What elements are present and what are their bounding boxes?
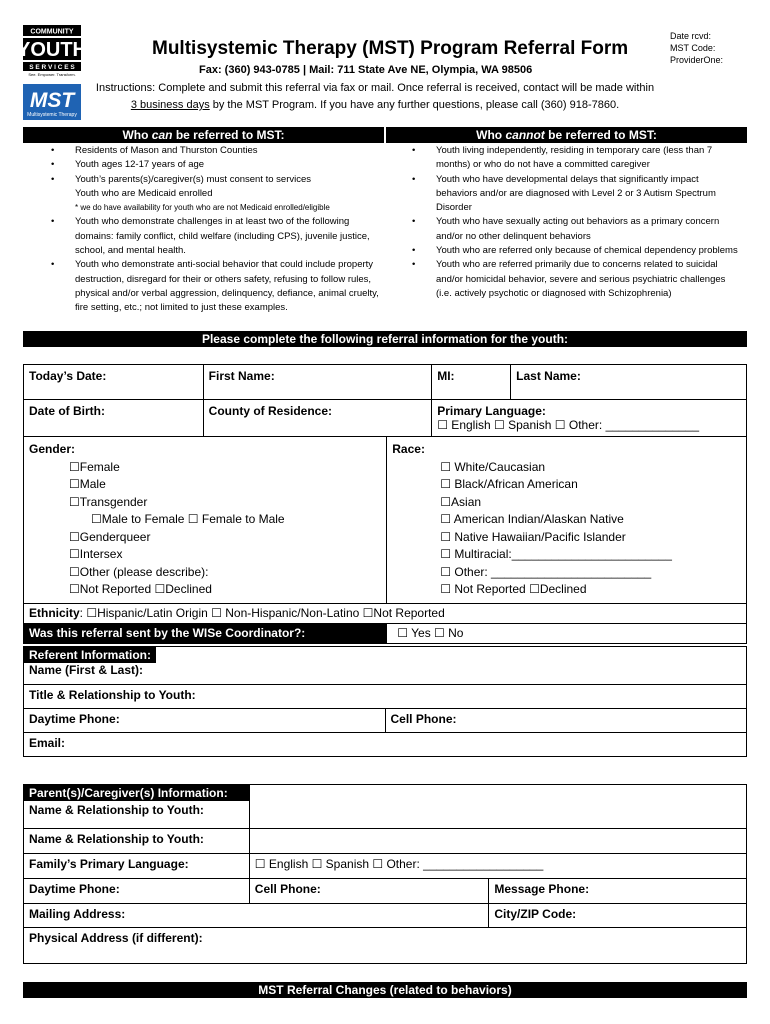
family-language-label: Family’s Primary Language:	[24, 854, 250, 879]
list-item: • Youth who have sexually acting out behaviors as a primary concern and/or no other delinquent behaviors	[412, 215, 742, 244]
svg-text:S E R V I C E S: S E R V I C E S	[29, 64, 75, 71]
county-field[interactable]: County of Residence:	[203, 400, 432, 437]
race-option[interactable]: ☐ American Indian/Alaskan Native	[440, 512, 624, 526]
who-cannot-title-em: cannot	[505, 128, 545, 142]
who-can-list	[51, 144, 381, 316]
who-cannot-title-suffix: be referred to MST:	[544, 128, 657, 142]
gender-cell	[24, 437, 387, 604]
list-item: * we do have availability for youth who are not Medicaid enrolled/eligible	[75, 203, 330, 213]
list-item: • Youth who are referred primarily due to concerns related to suicidal and/or homicidal behavior, severe and serious psychiatric challenges (i.e. actively psychotic or diagnosed with Schizophrenia)	[412, 258, 742, 301]
first-name-field[interactable]: First Name:	[203, 365, 432, 400]
mst-referral-changes-header: MST Referral Changes (related to behaviors)	[23, 982, 747, 998]
parent-message-phone-field[interactable]: Message Phone:	[489, 879, 747, 904]
gender-option[interactable]: ☐Other (please describe):	[69, 564, 209, 579]
mailing-address-field[interactable]: Mailing Address:	[24, 904, 489, 928]
mst-code-label: MST Code:	[670, 43, 716, 53]
svg-text:Multisystemic Therapy: Multisystemic Therapy	[27, 112, 77, 118]
physical-address-field[interactable]: Physical Address (if different):	[24, 928, 747, 964]
race-option[interactable]: ☐ Native Hawaiian/Pacific Islander	[440, 529, 626, 544]
referent-cell-phone-field[interactable]: Cell Phone:	[385, 709, 747, 733]
list-item: • Youth ages 12-17 years of age	[51, 158, 381, 172]
list-item: • Youth who are referred only because of chemical dependency problems	[412, 244, 742, 258]
parent-name2-label: Name & Relationship to Youth:	[24, 829, 250, 854]
instructions-text-1: Instructions: Complete and submit this referral via fax or mail. Once referral is received, contact will be made within	[95, 82, 655, 94]
referent-email-field[interactable]: Email:	[24, 733, 747, 757]
referent-day-phone-field[interactable]: Daytime Phone:	[24, 709, 386, 733]
gender-option[interactable]: ☐Transgender	[69, 494, 148, 509]
parent-day-phone-field[interactable]: Daytime Phone:	[24, 879, 250, 904]
list-item: • Youth who have developmental delays that significantly impact behaviors and/or are diagnosed with Level 2 or 3 Autism Spectrum Disorder	[412, 173, 742, 216]
youth-section-header: Please complete the following referral information for the youth:	[23, 331, 747, 347]
list-item: • Youth who demonstrate challenges in at least two of the following domains: family conflict, child welfare (including CPS), juvenile justice, school, and mental health.	[51, 215, 381, 258]
date-rcvd-label: Date rcvd:	[670, 31, 712, 41]
who-cannot-header	[386, 127, 747, 143]
ethnicity-options[interactable]: : ☐Hispanic/Latin Origin ☐ Non-Hispanic/Non-Latino ☐Not Reported	[79, 605, 445, 620]
city-zip-field[interactable]: City/ZIP Code:	[489, 904, 747, 928]
wise-question: Was this referral sent by the WISe Coordinator?:	[24, 623, 387, 643]
referent-title-field[interactable]: Title & Relationship to Youth:	[24, 685, 747, 709]
referent-name-cell[interactable]	[24, 647, 747, 685]
who-can-title-suffix: be referred to MST:	[172, 128, 285, 142]
parents-header: Parent(s)/Caregiver(s) Information:	[24, 785, 249, 801]
race-option[interactable]: ☐ Multiracial:________________________	[440, 547, 672, 561]
race-option[interactable]: ☐ Other: ________________________	[440, 564, 652, 579]
parent-name1-cell	[24, 785, 250, 829]
who-cannot-title-prefix: Who	[476, 128, 506, 142]
primary-language-label: Primary Language:	[437, 404, 546, 418]
gender-option[interactable]: ☐Intersex	[69, 547, 123, 561]
ethnicity-label: Ethnicity	[29, 605, 80, 620]
family-language-options[interactable]: ☐ English ☐ Spanish ☐ Other: __________________	[249, 854, 746, 879]
gender-option[interactable]: ☐Not Reported ☐Declined	[69, 582, 212, 596]
who-cannot-list	[412, 144, 742, 301]
primary-language-options[interactable]: ☐ English ☐ Spanish ☐ Other: ______________	[437, 418, 699, 432]
instructions-underlined: 3 business days	[130, 99, 210, 111]
gender-option[interactable]: ☐Male to Female ☐ Female to Male	[91, 512, 285, 526]
contact-line: Fax: (360) 943-0785 | Mail: 711 State Ave NE, Olympia, WA 98506	[199, 64, 533, 76]
svg-text:MST: MST	[29, 89, 75, 112]
community-youth-services-logo	[17, 25, 87, 77]
list-item: • Youth who demonstrate anti-social behavior that could include property destruction, disregard for their or others safety, refusing to follow rules, physical and/or verbal aggression, delinquency, defiance, animal cruelty, fire setting, etc.; not limited to just these examples.	[51, 258, 381, 315]
race-option[interactable]: ☐ White/Caucasian	[440, 459, 546, 474]
primary-language-cell	[432, 400, 747, 437]
gender-option[interactable]: ☐Female	[69, 459, 120, 474]
todays-date-field[interactable]: Today’s Date:	[24, 365, 204, 400]
ethnicity-row	[24, 603, 747, 623]
instructions-text-2: by the MST Program. If you have any further questions, please call (360) 918-7860.	[209, 99, 620, 111]
race-option[interactable]: ☐ Not Reported ☐Declined	[440, 582, 587, 596]
parent-cell-phone-field[interactable]: Cell Phone:	[249, 879, 489, 904]
race-label: Race:	[392, 442, 425, 456]
referent-table	[23, 646, 747, 757]
referent-header: Referent Information:	[24, 647, 156, 663]
svg-text:COMMUNITY: COMMUNITY	[30, 28, 74, 36]
parents-table	[23, 784, 747, 964]
list-item: • Youth’s parents(s)/caregiver(s) must consent to services	[51, 173, 381, 187]
list-item: Youth who are Medicaid enrolled	[75, 187, 213, 199]
instructions	[95, 80, 655, 114]
list-item: • Residents of Mason and Thurston Counties	[51, 144, 381, 158]
race-cell	[387, 437, 747, 604]
youth-info-table	[23, 364, 747, 644]
parent-name2-input[interactable]	[249, 829, 746, 854]
gender-label: Gender:	[29, 442, 76, 456]
who-can-header	[23, 127, 384, 143]
race-option[interactable]: ☐ Black/African American	[440, 477, 578, 491]
list-item: • Youth living independently, residing in temporary care (less than 7 months) or who do not have a committed caregiver	[412, 144, 742, 173]
referent-name-label: Name (First & Last):	[29, 663, 144, 677]
last-name-field[interactable]: Last Name:	[511, 365, 747, 400]
gender-option[interactable]: ☐Genderqueer	[69, 529, 151, 544]
who-can-title-prefix: Who	[122, 128, 152, 142]
form-title: Multisystemic Therapy (MST) Program Referral Form	[152, 38, 629, 59]
office-use-box	[670, 30, 723, 66]
parent-name1-input[interactable]	[249, 785, 746, 829]
parent-name1-label: Name & Relationship to Youth:	[29, 803, 204, 817]
race-option[interactable]: ☐Asian	[440, 494, 482, 509]
provider-one-label: ProviderOne:	[670, 55, 724, 65]
who-can-title-em: can	[151, 128, 173, 142]
svg-text:YOUTH: YOUTH	[17, 39, 87, 61]
gender-option[interactable]: ☐Male	[69, 477, 106, 491]
mi-field[interactable]: MI:	[432, 365, 511, 400]
svg-text:See. Empower. Transform.: See. Empower. Transform.	[28, 72, 76, 77]
dob-field[interactable]: Date of Birth:	[24, 400, 204, 437]
wise-options[interactable]: ☐ Yes ☐ No	[387, 623, 747, 643]
mst-logo	[23, 84, 81, 120]
